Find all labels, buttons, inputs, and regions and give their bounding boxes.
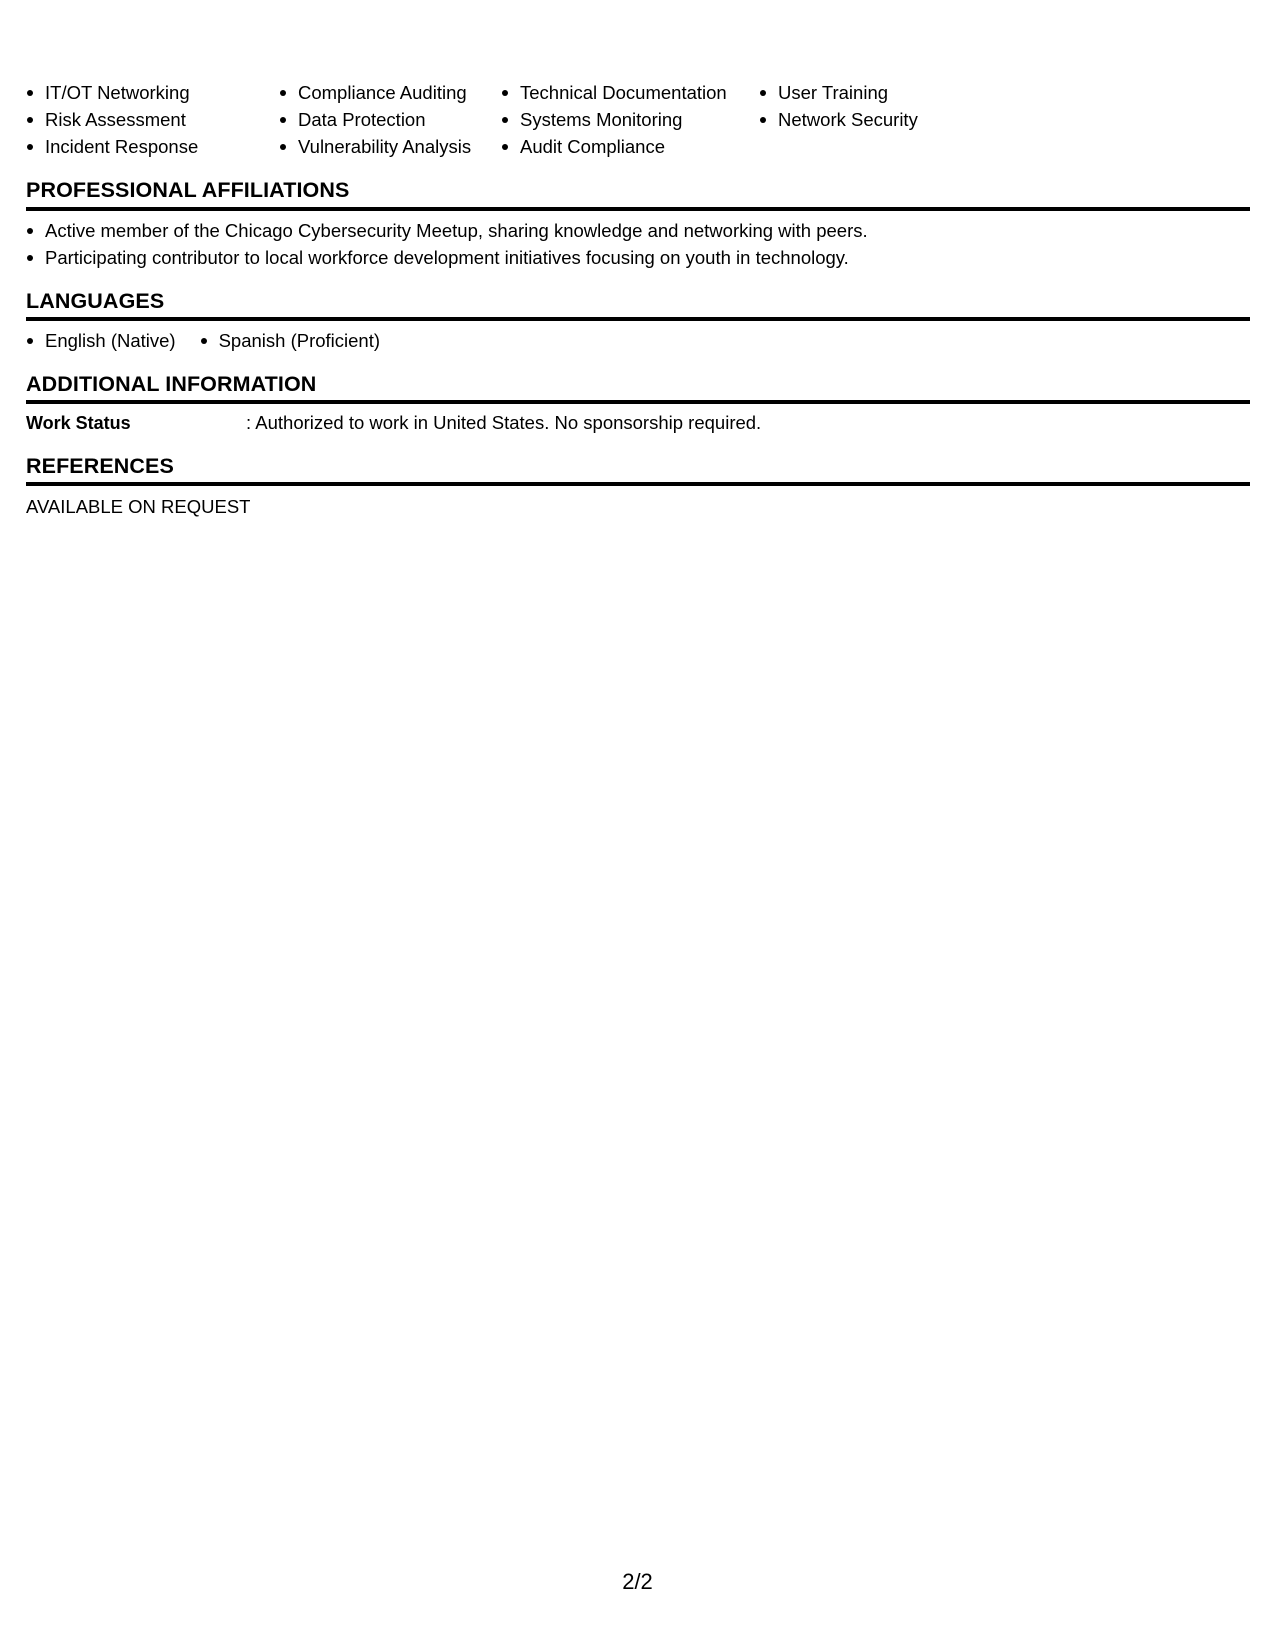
work-status-value: : Authorized to work in United States. No sponsorship required.: [246, 412, 762, 433]
section-divider: [26, 400, 1250, 404]
skill-item: Compliance Auditing: [279, 79, 471, 106]
language-item: English (Native): [26, 327, 176, 354]
skill-item: Risk Assessment: [26, 106, 198, 133]
skills-column-2: [279, 79, 471, 160]
languages-heading: LANGUAGES: [26, 289, 165, 313]
skill-item: Systems Monitoring: [501, 106, 727, 133]
affiliations-list: [26, 217, 868, 271]
section-divider: [26, 207, 1250, 211]
languages-list: [26, 327, 404, 354]
references-text: AVAILABLE ON REQUEST: [26, 496, 251, 517]
language-item: Spanish (Proficient): [200, 327, 380, 354]
skills-grid: [26, 79, 1250, 163]
affiliation-item: Active member of the Chicago Cybersecurity Meetup, sharing knowledge and networking with peers.: [26, 217, 868, 244]
section-divider: [26, 317, 1250, 321]
skill-item: User Training: [759, 79, 918, 106]
skill-item: Vulnerability Analysis: [279, 133, 471, 160]
skill-item: Network Security: [759, 106, 918, 133]
skill-item: Incident Response: [26, 133, 198, 160]
page-number: 2/2: [622, 1569, 653, 1594]
work-status-label: Work Status: [26, 413, 131, 433]
skills-column-4: [759, 79, 918, 133]
skill-item: Data Protection: [279, 106, 471, 133]
skills-column-3: [501, 79, 727, 160]
additional-info-heading: ADDITIONAL INFORMATION: [26, 372, 317, 396]
skills-column-1: [26, 79, 198, 160]
skill-item: IT/OT Networking: [26, 79, 198, 106]
skill-item: Technical Documentation: [501, 79, 727, 106]
references-heading: REFERENCES: [26, 454, 174, 478]
affiliation-item: Participating contributor to local workforce development initiatives focusing on youth in technology.: [26, 244, 868, 271]
affiliations-heading: PROFESSIONAL AFFILIATIONS: [26, 178, 350, 202]
skill-item: Audit Compliance: [501, 133, 727, 160]
section-divider: [26, 482, 1250, 486]
